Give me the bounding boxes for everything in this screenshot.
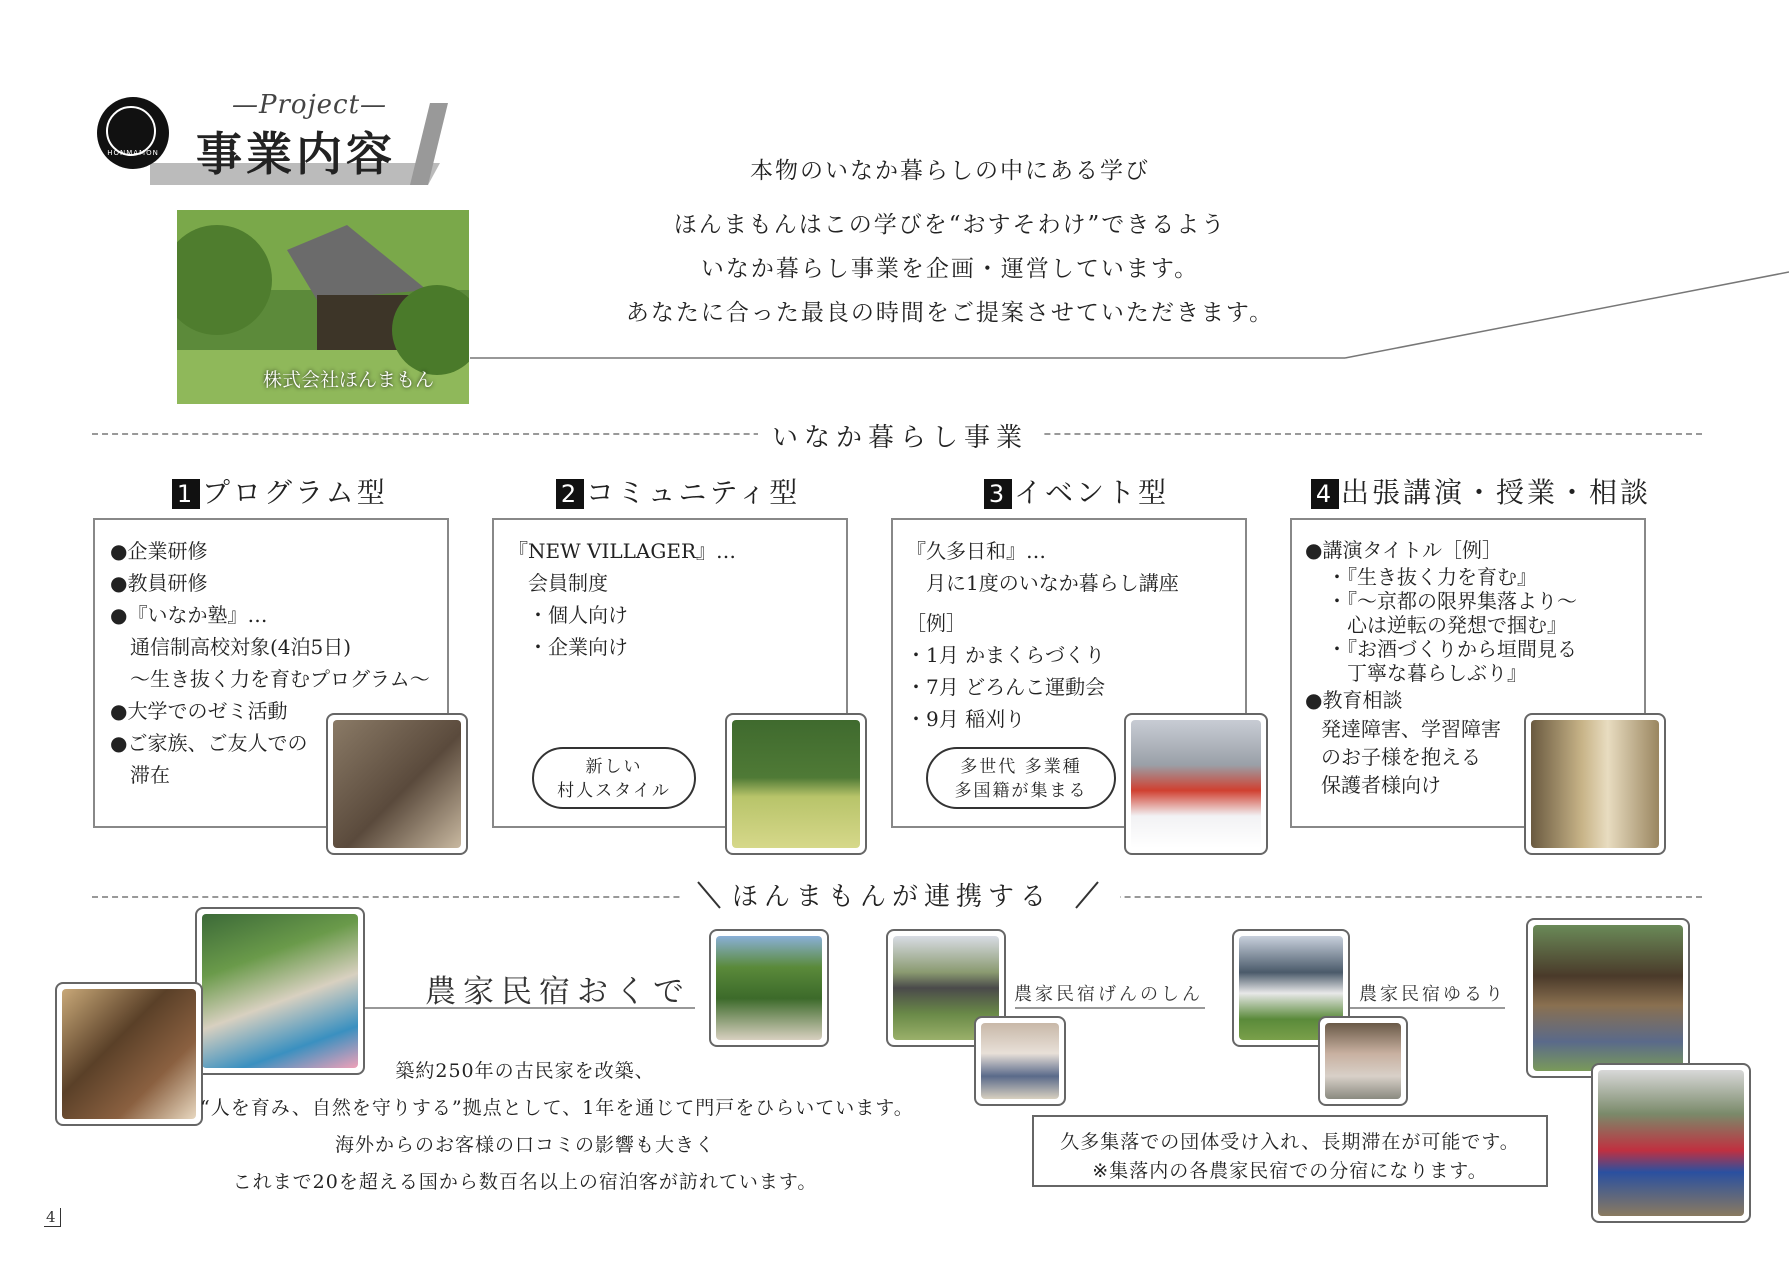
genno-shin-host-photo [974, 1016, 1066, 1106]
community-speech-bubble [532, 747, 696, 809]
section-title-partners: ほんまもんが連携する [732, 876, 1052, 913]
list-item: ・企業向け [508, 635, 628, 659]
page-number: 4 [44, 1208, 61, 1227]
list-item: 発達障害、学習障害 [1321, 717, 1501, 741]
list-item: ［例］ [906, 611, 966, 635]
list-item: ●『いなか塾』… [110, 603, 268, 627]
okude-photo-1 [195, 907, 365, 1075]
section2-heading-bg [680, 870, 1120, 920]
yururi-name: 農家民宿ゆるり [1359, 984, 1506, 1005]
okude-text-1: 築約250年の古民家を改築、 [395, 1060, 655, 1082]
list-item: ・『生き抜く力を育む』 [1327, 565, 1537, 589]
okude-photo-2 [55, 982, 203, 1126]
stay-note-line-1: 久多集落での団体受け入れ、長期滞在が可能です。 [1060, 1131, 1520, 1153]
list-item: ●教育相談 [1305, 688, 1403, 712]
okude-name: 農家民宿おくで [425, 974, 691, 1010]
list-item: ・9月 稲刈り [906, 707, 1026, 731]
list-item: 滞在 [110, 763, 170, 787]
column-title-community [556, 471, 800, 511]
intro-line-2: ほんまもんはこの学びを“おすそわけ”できるよう [673, 212, 1227, 238]
event-photo [1124, 713, 1268, 855]
okude-photo-3 [709, 929, 829, 1047]
list-item: 通信制高校対象(4泊5日) [110, 635, 352, 659]
list-item: ・『お酒づくりから垣間見る [1327, 637, 1577, 661]
list-item: ●大学でのゼミ活動 [110, 699, 288, 723]
group-photo-2 [1591, 1063, 1751, 1223]
event-speech-bubble [926, 747, 1116, 809]
list-item: ●教員研修 [110, 571, 208, 595]
lecture-photo [1524, 713, 1666, 855]
okude-text-4: これまで20を超える国から数百名以上の宿泊客が訪れています。 [232, 1171, 818, 1193]
stay-note-line-2: ※集落内の各農家民宿での分宿になります。 [1092, 1160, 1488, 1182]
list-item: ●講演タイトル［例］ [1305, 538, 1503, 562]
yururi-host-photo [1318, 1016, 1408, 1106]
number-badge: 2 [556, 479, 584, 509]
bubble-line: 村人スタイル [557, 781, 671, 801]
list-item: ●ご家族、ご友人での [110, 731, 308, 755]
column-title-text: プログラム型 [202, 476, 388, 509]
company-name-caption: 株式会社ほんまもん [263, 369, 435, 391]
column-title-text: コミュニティ型 [586, 476, 801, 509]
page-title: 事業内容 [196, 127, 396, 181]
column-title-text: イベント型 [1014, 476, 1170, 509]
event-list [906, 535, 1179, 735]
list-item: ・『〜京都の限界集落より〜 [1327, 589, 1577, 613]
community-photo [725, 713, 867, 855]
company-logo [97, 97, 169, 169]
group-photo-1 [1526, 918, 1690, 1078]
slash-right-icon [1072, 878, 1102, 912]
page-subtitle: —Project— [232, 90, 388, 120]
intro-line-3: いなか暮らし事業を企画・運営しています。 [700, 256, 1200, 282]
number-badge: 3 [984, 479, 1012, 509]
intro-line-4: あなたに合った最良の時間をご提案させていただきます。 [625, 300, 1275, 326]
list-item: 心は逆転の発想で掴む』 [1327, 613, 1567, 637]
list-item: ・個人向け [508, 603, 628, 627]
list-item: 月に1度のいなか暮らし講座 [906, 571, 1179, 595]
company-house-photo [177, 210, 469, 404]
column-title-program [172, 471, 388, 511]
list-item: 『NEW VILLAGER』… [508, 539, 736, 563]
column-title-event [984, 471, 1169, 511]
logo-text: HONMAMON [107, 149, 159, 157]
list-item: 保護者様向け [1321, 773, 1441, 797]
community-list [508, 535, 736, 663]
slash-left-icon [694, 878, 724, 912]
list-item: ・7月 どろんこ運動会 [906, 675, 1106, 699]
column-title-lecture [1311, 471, 1651, 511]
bubble-line: 新しい [585, 757, 643, 777]
bubble-line: 多国籍が集まる [954, 781, 1088, 801]
program-photo [326, 713, 468, 855]
list-item: 『久多日和』… [906, 539, 1046, 563]
okude-text-2: “人を育み、自然を守りする”拠点として、1年を通じて門戸をひらいています。 [200, 1097, 914, 1119]
stay-note-box [1032, 1115, 1548, 1187]
list-item: ・1月 かまくらづくり [906, 643, 1105, 667]
bubble-line: 多世代 多業種 [960, 757, 1082, 777]
section-title-inaka: いなか暮らし事業 [758, 417, 1042, 454]
list-item: のお子様を抱える [1321, 745, 1481, 769]
number-badge: 1 [172, 479, 200, 509]
intro-line-1: 本物のいなか暮らしの中にある学び [750, 158, 1150, 184]
list-item: 丁寧な暮らしぶり』 [1327, 661, 1527, 685]
list-item: 会員制度 [508, 571, 608, 595]
number-badge: 4 [1311, 479, 1339, 509]
genno-shin-name: 農家民宿げんのしん [1014, 984, 1203, 1005]
list-item: ●企業研修 [110, 539, 208, 563]
okude-text-3: 海外からのお客様の口コミの影響も大きく [334, 1134, 715, 1156]
column-title-text: 出張講演・授業・相談 [1341, 476, 1652, 509]
list-item: 〜生き抜く力を育むプログラム〜 [110, 667, 430, 691]
